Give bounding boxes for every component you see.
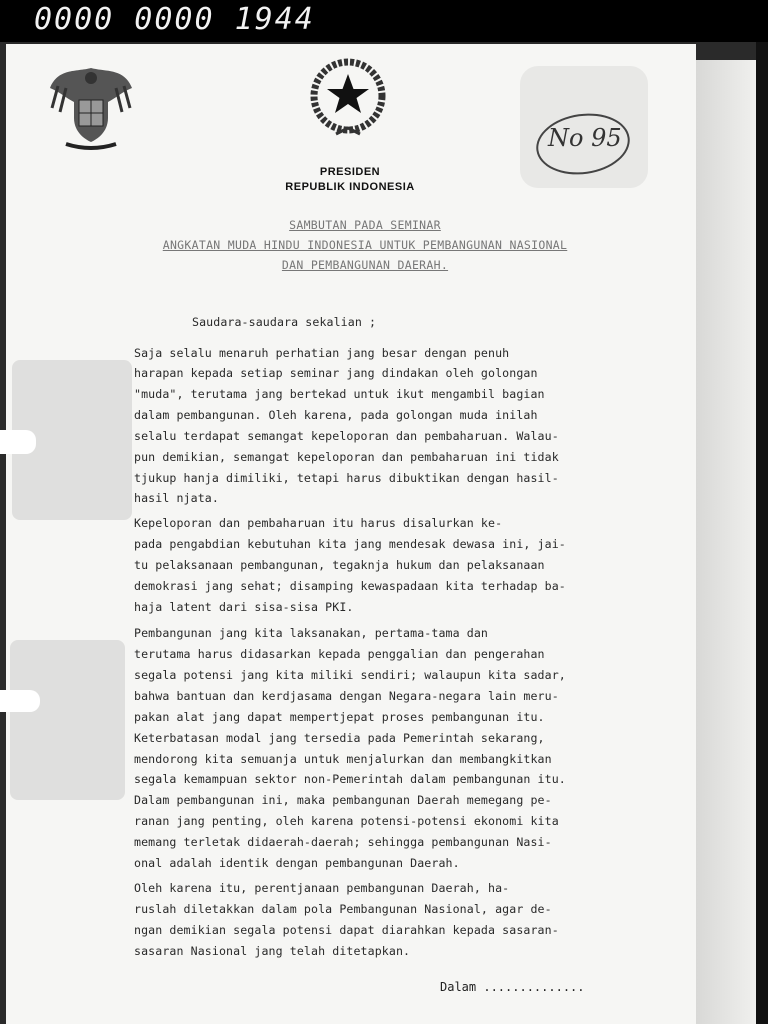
body-line: memang terletak didaerah-daerah; sehingga pembangunan Nasi-: [134, 835, 552, 849]
body-line: Dalam pembangunan ini, maka pembangunan Daerah memegang pe-: [134, 793, 552, 807]
film-header-bar: [0, 0, 768, 42]
body-line: Kepeloporan dan pembaharuan itu harus disalurkan ke-: [134, 516, 503, 530]
office-title: PRESIDEN: [319, 166, 381, 178]
body-line: ruslah diletakkan dalam pola Pembangunan Nasional, agar de-: [134, 902, 552, 916]
body-line: "muda", terutama jang bertekad untuk ikut mengambil bagian: [134, 387, 545, 401]
body-line: haja latent dari sisa-sisa PKI.: [134, 600, 354, 614]
body-line: mendorong kita semuanja untuk menjalurkan dan membangkitkan: [134, 752, 552, 766]
scan-border-right: [756, 42, 768, 1024]
body-line: pakan alat jang dapat mempertjepat proses pembangunan itu.: [134, 710, 545, 724]
salutation: Saudara-saudara sekalian ;: [192, 315, 377, 329]
body-line: hasil njata.: [134, 491, 219, 505]
body-line: onal adalah identik dengan pembangunan Daerah.: [134, 856, 460, 870]
body-line: Pembangunan jang kita laksanakan, pertama-tama dan: [134, 626, 489, 640]
paper-tear: [0, 690, 40, 712]
document-title-line: ANGKATAN MUDA HINDU INDONESIA UNTUK PEMBANGUNAN NASIONAL: [162, 238, 568, 252]
body-line: selalu terdapat semangat kepeloporan dan pembaharuan. Walau-: [134, 429, 559, 443]
paper-stain: [10, 640, 125, 800]
body-line: harapan kepada setiap seminar jang dindakan oleh golongan: [134, 366, 538, 380]
body-line: bahwa bantuan dan kerdjasama dengan Negara-negara lain meru-: [134, 689, 559, 703]
continuation-marker: Dalam ..............: [440, 980, 585, 994]
body-line: ranan jang penting, oleh karena potensi-potensi ekonomi kita: [134, 814, 559, 828]
document-title-line: SAMBUTAN PADA SEMINAR: [289, 218, 441, 232]
body-line: segala kemampuan sektor non-Pemerintah dalam pembangunan itu.: [134, 772, 566, 786]
body-line: Keterbatasan modal jang tersedia pada Pemerintah sekarang,: [134, 731, 545, 745]
body-line: Oleh karena itu, perentjanaan pembangunan Daerah, ha-: [134, 881, 510, 895]
body-line: ngan demikian segala potensi dapat diarahkan kepada sasaran-: [134, 923, 559, 937]
body-line: dalam pembangunan. Oleh karena, pada golongan muda inilah: [134, 408, 538, 422]
document-number: No 95: [548, 124, 622, 152]
garuda-emblem-icon: [46, 58, 136, 154]
body-line: demokrasi jang sehat; disamping kewaspadaan kita terhadap ba-: [134, 579, 566, 593]
body-line: Saja selalu menaruh perhatian jang besar dengan penuh: [134, 346, 510, 360]
film-code: 0000 0000 1944: [34, 2, 315, 37]
document-title-line: DAN PEMBANGUNAN DAERAH.: [281, 258, 449, 272]
star-wreath-emblem-icon: [308, 56, 388, 140]
paper-tear: [0, 430, 36, 454]
body-line: pun demikian, semangat kepeloporan dan pembaharuan ini tidak: [134, 450, 559, 464]
paper-edge-shadow: [696, 60, 756, 1024]
body-line: terutama harus didasarkan kepada penggalian dan pengerahan: [134, 647, 545, 661]
body-line: tjukup hanja dimiliki, tetapi harus dibuktikan dengan hasil-: [134, 471, 559, 485]
body-line: sasaran Nasional jang telah ditetapkan.: [134, 944, 411, 958]
body-line: pada pengabdian kebutuhan kita jang mendesak dewasa ini, jai-: [134, 537, 566, 551]
body-line: tu pelaksanaan pembangunan, tegaknja hukum dan pelaksanaan: [134, 558, 545, 572]
body-line: segala potensi jang kita miliki sendiri; walaupun kita sadar,: [134, 668, 566, 682]
office-subtitle: REPUBLIK INDONESIA: [285, 181, 415, 193]
